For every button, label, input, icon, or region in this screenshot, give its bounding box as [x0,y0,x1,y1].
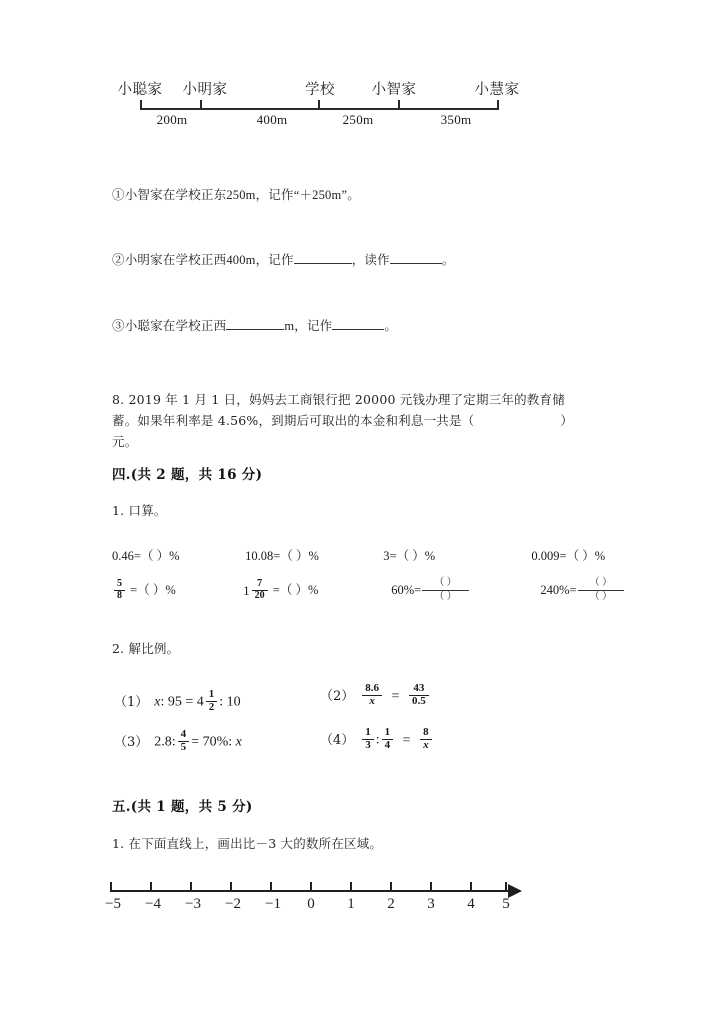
oral-calc-item-6-answer[interactable]: （ ） [279,582,308,597]
sub-question-1-value: 250m [226,188,256,202]
proportion-item-2: （2） $\frac{8.6}{x}$ = $\frac{43}{0.5}$ [320,684,431,709]
number-line-label: 1 [347,896,355,912]
fraction-numerator-blank[interactable]: （ ） [578,577,625,591]
sub-question-1-suffix: 。 [347,187,360,202]
sub-question-3-blank-b[interactable] [332,329,384,330]
diagram-point-label-xiaoming: 小明家 [182,82,228,98]
diagram-tick-4 [497,100,499,110]
number-line-tick [270,882,272,891]
fraction-eight-over-x: $\frac{8}{x}$ [420,727,432,752]
oral-calc-item-2-answer[interactable]: （ ） [280,549,309,563]
number-line-label: 4 [467,896,475,912]
oral-calc-item-6-unit: % [307,582,319,597]
sub-question-2 [112,249,455,271]
oral-calc-item-7 [391,578,537,604]
number-line-label: −4 [145,896,161,912]
proportion-item-4-index: （4） [320,732,355,748]
oral-calc-item-5-unit: % [165,582,176,597]
diagram-segment-label-200m: 200m [156,112,188,127]
oral-calc-item-2-unit: % [308,549,319,563]
mixed-number-whole: 1 [243,583,250,598]
number-line-tick [430,882,432,891]
sub-question-2-middle: ，记作 [255,252,294,267]
sub-question-3-middle: ，记作 [294,318,333,333]
proportion-item-2-index: （2） [320,688,355,704]
section4-question-2-title: 2. 解比例。 [112,641,180,656]
oral-calc-item-4 [531,546,605,564]
section-heading-4: 四.(共 2 题，共 16 分) [112,467,263,483]
proportion-item-1-index: （1） [114,694,149,710]
oral-calc-item-5-eq: = [130,582,138,597]
sub-question-3-prefix: ③小聪家在学校正西 [112,318,227,333]
fraction-43-over-05: $\frac{43}{0.5}$ [409,683,429,708]
number-line-tick [350,882,352,891]
proportion-item-4: （4） $\frac{1}{3}$ : $\frac{1}{4}$ = $\frac{8}{x}$ [320,728,434,753]
question-8-line-2-close: ） [560,413,574,428]
fraction-denominator: 20 [254,589,265,601]
sub-question-2-suffix: 。 [441,252,455,267]
fraction-four-fifths: $\frac{4}{5}$ [178,729,190,754]
sub-question-2-blank-b[interactable] [390,263,442,264]
number-line-label: 5 [502,896,510,912]
diagram-point-label-school: 学校 [305,82,335,98]
oral-calc-item-1 [112,546,242,564]
section-heading-5: 五.(共 1 题，共 5 分) [112,799,253,815]
number-line-tick [505,882,507,891]
question-8-line-3: 元。 [112,434,138,449]
fraction-one-fourth: $\frac{1}{4}$ [382,727,394,752]
sub-question-1 [112,184,360,206]
sub-question-2-value: 400m [226,253,256,267]
fraction-denominator: 8 [117,589,122,601]
oral-calc-item-6-eq: = [272,582,280,597]
number-line-label: 2 [387,896,395,912]
oral-calc-item-7-percent: 60% [391,582,415,597]
fraction-one-half: $\frac{1}{2}$ [206,689,218,714]
sub-question-1-prefix: ①小智家在学校正东 [112,187,227,202]
oral-calc-item-2 [245,546,380,564]
sub-question-3-suffix: 。 [384,318,398,333]
mixed-number-fraction [252,579,268,602]
diagram-tick-3 [398,100,400,110]
sub-question-2-blank-a[interactable] [294,263,352,264]
diagram-tick-2 [318,100,320,110]
sub-question-1-middle: ，记作 [255,187,294,202]
answer-fraction-blank[interactable] [422,577,469,603]
fraction-numerator: 7 [252,579,268,591]
proportion-item-3: （3） 2.8: $\frac{4}{5}$ = 70%: x [114,728,242,753]
sub-question-2-connector: ，读作 [351,252,390,267]
sub-question-3-unit: m [284,319,295,333]
oral-calc-item-5-answer[interactable]: （ ） [137,582,166,597]
oral-calc-item-1-unit: % [169,549,180,563]
diagram-segment-label-250m: 250m [342,112,374,127]
fraction-numerator: 5 [114,579,125,591]
oral-calc-item-2-expr: 10.08= [245,549,281,563]
section5-question-1-title: 1. 在下面直线上，画出比－3 大的数所在区域。 [112,836,383,851]
oral-calc-item-8 [540,578,624,604]
oral-calc-item-6 [243,577,388,603]
question-8-line-2 [112,410,624,431]
fraction-denominator-blank[interactable]: （ ） [434,590,457,602]
number-line-label: −2 [225,896,241,912]
oral-calc-item-4-unit: % [594,549,606,563]
question-8-line-2-text: 蓄。如果年利率是 4.56%，到期后可取出的本金和利息一共是（ [112,413,475,428]
fraction-86-over-x: $\frac{8.6}{x}$ [362,683,382,708]
answer-fraction-blank[interactable] [578,577,625,603]
oral-calc-row-2 [112,578,712,604]
number-line-label: 3 [427,896,435,912]
oral-calc-item-3-answer[interactable]: （ ） [396,549,425,563]
sub-question-1-quoted: “＋250m” [293,188,348,202]
number-line-label: −1 [265,896,281,912]
distance-diagram [0,78,720,148]
diagram-point-label-xiaohui: 小慧家 [474,82,520,98]
number-line-label: −3 [185,896,201,912]
number-line-tick [470,882,472,891]
fraction-one-third: $\frac{1}{3}$ [362,727,374,752]
oral-calc-item-3-expr: 3= [383,549,397,563]
fraction-numerator-blank[interactable]: （ ） [422,577,469,591]
fraction-five-eighths [114,579,125,602]
number-line-tick [230,882,232,891]
diagram-tick-0 [140,100,142,110]
oral-calc-item-7-eq: = [414,582,422,597]
diagram-segment-label-400m: 400m [256,112,288,127]
oral-calc-item-8-percent: 240% [540,582,570,597]
diagram-tick-1 [200,100,202,110]
oral-calc-item-3 [383,546,528,564]
number-line-tick [110,882,112,891]
number-line-label: 0 [307,896,315,912]
oral-calc-item-4-answer[interactable]: （ ） [566,549,595,563]
question-8-line-1: 8. 2019 年 1 月 1 日，妈妈去工商银行把 20000 元钱办理了定期三年的教育储 [112,392,565,407]
number-line-tick [310,882,312,891]
section4-question-1-title: 1. 口算。 [112,503,167,518]
oral-calc-item-4-expr: 0.009= [531,549,567,563]
oral-calc-item-5 [112,577,240,603]
number-line-tick [190,882,192,891]
sub-question-3-blank-a[interactable] [226,329,284,330]
diagram-point-label-xiaozhi: 小智家 [371,82,417,98]
question-8 [112,389,624,452]
oral-calc-item-3-unit: % [424,549,436,563]
oral-calc-item-1-expr: 0.46= [112,549,141,563]
number-line-tick [390,882,392,891]
oral-calc-item-1-answer[interactable]: （ ） [140,549,170,563]
number-line-label: −5 [105,896,121,912]
sub-question-2-prefix: ②小明家在学校正西 [112,252,227,267]
arrow-right-icon [508,884,522,898]
diagram-point-label-xiaocong: 小聪家 [117,82,163,98]
diagram-segment-label-350m: 350m [440,112,472,127]
proportion-item-1: （1） x: 95 = 4 $\frac{1}{2}$ : 10 [114,688,241,713]
proportion-item-3-index: （3） [114,734,149,750]
oral-calc-row-1 [112,546,712,564]
sub-question-3 [112,315,397,337]
fraction-denominator-blank[interactable]: （ ） [589,590,613,602]
number-line-tick [150,882,152,891]
oral-calc-item-8-eq: = [569,582,577,597]
number-line [0,878,720,928]
